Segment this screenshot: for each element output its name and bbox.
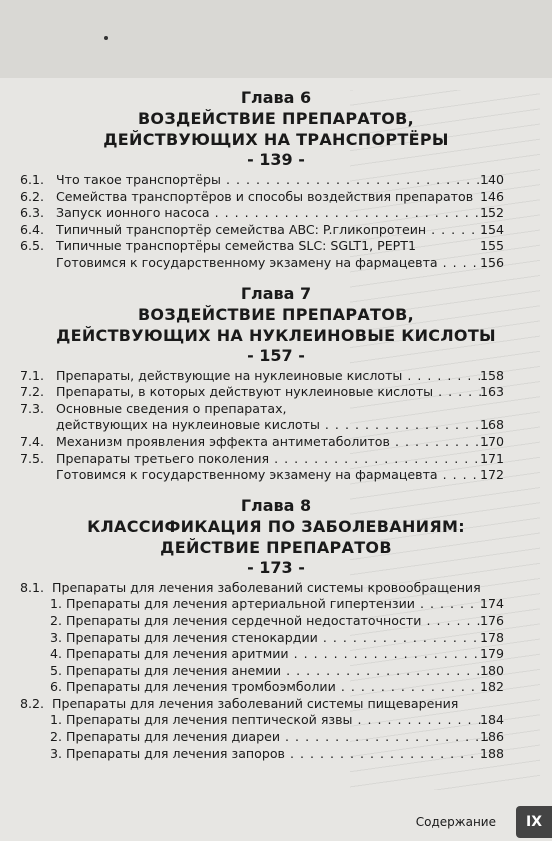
entry-page: 155 [479,238,504,254]
entry-page: 140 [479,172,504,187]
chapter-page: - 173 - [247,557,305,577]
page-top-margin [0,0,552,78]
toc-entry[interactable] [0,172,552,189]
entry-title: действующих на нуклеиновые кислоты . . . [56,417,488,434]
entry-title: 4. Препараты для лечения аритмии . . . [50,646,488,663]
entry-number: 7.2. [20,384,45,400]
toc-entry[interactable] [0,679,552,696]
toc-entry[interactable] [0,255,552,272]
entry-page: 179 [479,646,504,662]
chapter-page: - 157 - [247,345,305,365]
entry-title: 6. Препараты для лечения тромбоэмболии . . . [50,679,488,696]
toc-entry[interactable] [0,434,552,451]
entry-number: 7.5. [20,450,45,466]
chapter-title-line: ДЕЙСТВИЕ ПРЕПАРАТОВ [160,537,392,557]
page-number-tab: IX [516,806,552,838]
entry-page: 170 [479,433,504,449]
entry-page: 172 [479,467,504,483]
entry-title: 3. Препараты для лечения стенокардии . . . [50,630,488,647]
toc-entry[interactable] [0,384,552,401]
entry-number: 7.4. [20,433,45,449]
toc-section[interactable] [0,580,552,597]
toc-entry[interactable] [0,401,552,418]
toc-entry[interactable] [0,746,552,763]
toc-entry[interactable] [0,729,552,746]
chapter-title-line: ДЕЙСТВУЮЩИХ НА ТРАНСПОРТЁРЫ [103,130,449,149]
entry-number: 6.1. [20,172,45,187]
entry-title: 2. Препараты для лечения диареи . . . [50,729,488,746]
toc-entry[interactable] [0,630,552,647]
entry-number: 6.2. [20,188,45,204]
toc-entry[interactable] [0,613,552,630]
entry-title: 1. Препараты для лечения пептической язвы . . . [50,712,488,729]
chapter-label: Глава 6 [240,88,312,107]
toc-entry[interactable] [0,646,552,663]
entry-number: 6.4. [20,221,45,237]
entry-title: Типичный транспортёр семейства ABC: P.гликопротеин . . . [56,222,488,239]
entry-page: 158 [479,367,504,383]
entry-title: Препараты, в которых действуют нуклеиновые кислоты . . . [56,384,488,401]
entry-page: 186 [479,729,504,745]
entry-title: Готовимся к государственному экзамену на фармацевта . . . [56,255,488,272]
entry-title: Препараты третьего поколения . . . [56,451,488,468]
entry-page: 174 [479,596,504,612]
toc-entry[interactable] [0,417,552,434]
toc-entry[interactable] [0,451,552,468]
entry-title: 1. Препараты для лечения артериальной гипертензии . . . [50,596,488,613]
chapter-title-line: ВОЗДЕЙСТВИЕ ПРЕПАРАТОВ, [137,109,415,128]
entry-page: 163 [479,384,504,400]
chapter-6-header [0,88,552,170]
entry-number: 7.1. [20,367,45,383]
chapter-7-header [0,284,552,366]
table-of-contents [0,78,552,762]
entry-title: Семейства транспортёров и способы воздействия препаратов [56,188,474,204]
entry-page: 184 [479,712,504,728]
toc-entry[interactable] [0,238,552,255]
entry-title: Препараты для лечения заболеваний системы кровообращения [52,579,481,595]
entry-title: 5. Препараты для лечения анемии . . . [50,663,488,680]
entry-title: Типичные транспортёры семейства SLC: SGLT1, PEPT1 [56,238,416,254]
chapter-7-entries [0,368,552,484]
chapter-title-line: КЛАССИФИКАЦИЯ ПО ЗАБОЛЕВАНИЯМ: [87,516,465,536]
entry-number: 8.1. [20,579,45,595]
entry-page: 168 [479,417,504,433]
entry-page: 154 [479,221,504,237]
toc-section[interactable] [0,696,552,713]
entry-page: 176 [479,612,504,628]
entry-number: 6.5. [20,238,45,254]
entry-page: 171 [479,450,504,466]
entry-number: 8.2. [20,695,45,711]
chapter-8-entries [0,580,552,763]
entry-number: 6.3. [20,205,45,221]
chapter-8-header [0,496,552,578]
entry-page: 180 [479,662,504,678]
toc-entry[interactable] [0,467,552,484]
entry-number: 7.3. [20,400,45,416]
entry-page: 188 [479,745,504,761]
chapter-title-line: ДЕЙСТВУЮЩИХ НА НУКЛЕИНОВЫЕ КИСЛОТЫ [56,325,496,345]
entry-page: 156 [479,254,504,270]
entry-title: Препараты, действующие на нуклеиновые кислоты . . . [56,368,488,385]
entry-title: 2. Препараты для лечения сердечной недостаточности . . . [50,613,488,630]
entry-title: Препараты для лечения заболеваний системы пищеварения [52,695,459,711]
chapter-title-line: ВОЗДЕЙСТВИЕ ПРЕПАРАТОВ, [137,304,415,324]
footer-section-label: Содержание [415,815,496,829]
entry-title: Что такое транспортёры . . . [56,172,488,189]
entry-title: Механизм проявления эффекта антиметаболитов . . . [56,434,488,451]
chapter-label: Глава 7 [240,283,312,303]
toc-entry[interactable] [0,222,552,239]
chapter-label: Глава 8 [240,495,312,515]
toc-entry[interactable] [0,189,552,206]
entry-page: 182 [479,679,504,695]
entry-title: Запуск ионного насоса . . . [56,205,488,222]
entry-page: 178 [479,629,504,645]
toc-entry[interactable] [0,205,552,222]
entry-title: Основные сведения о препаратах, [56,400,287,416]
entry-page: 152 [479,205,504,221]
toc-entry[interactable] [0,712,552,729]
toc-entry[interactable] [0,596,552,613]
entry-page: 146 [479,188,504,204]
chapter-6-entries [0,172,552,272]
toc-entry[interactable] [0,663,552,680]
page-mark [104,36,108,40]
toc-entry[interactable] [0,368,552,385]
chapter-page: - 139 - [247,150,305,169]
entry-title: Готовимся к государственному экзамену на фармацевта . . . [56,467,488,484]
entry-title: 3. Препараты для лечения запоров . . . [50,746,488,763]
page-footer [0,804,552,841]
